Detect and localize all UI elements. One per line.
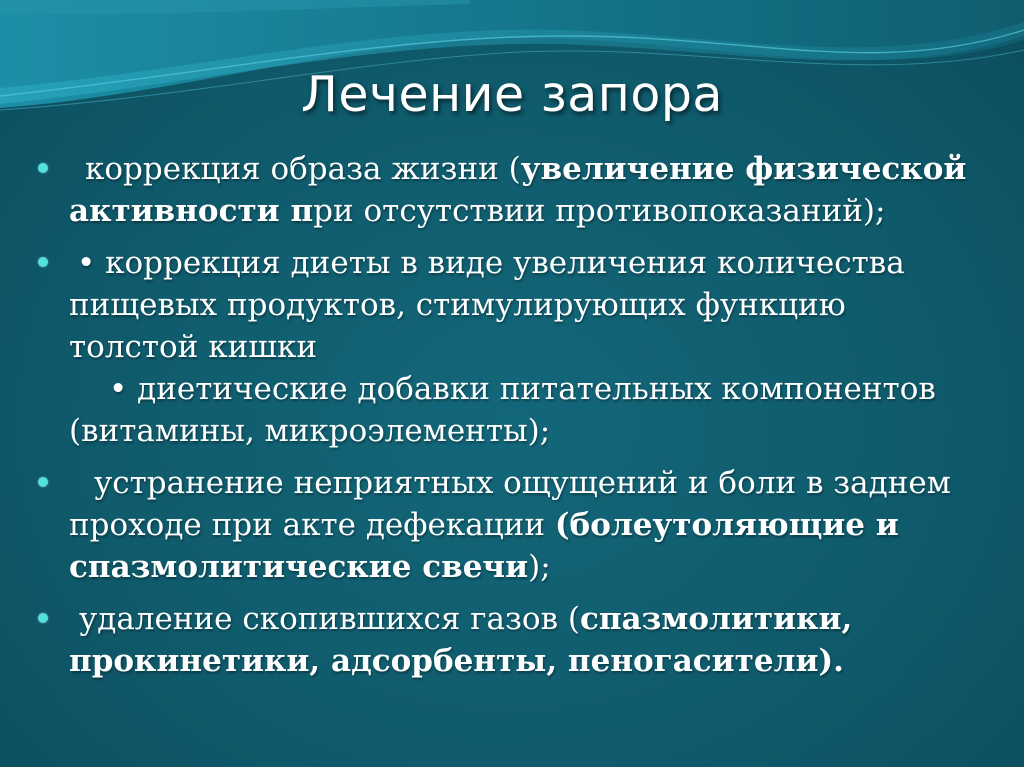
item-text: (витамины, микроэлементы); bbox=[69, 413, 551, 449]
list-item bbox=[38, 242, 988, 452]
item-text: толстой кишки bbox=[69, 329, 318, 365]
item-text: устранение неприятных ощущений и боли в заднем bbox=[94, 465, 951, 501]
item-text-bold: спазмолитики, bbox=[579, 601, 853, 637]
item-line bbox=[69, 598, 988, 640]
item-text-bold: прокинетики, адсорбенты, пеногасители). bbox=[69, 643, 844, 679]
item-line bbox=[69, 546, 988, 588]
bullet-dot-icon bbox=[38, 613, 48, 623]
item-text: удаление скопившихся газов ( bbox=[79, 601, 580, 637]
item-text-bold: (болеутоляющие и bbox=[554, 507, 899, 543]
item-text: • коррекция диеты в виде увеличения количества bbox=[77, 245, 905, 281]
bullet-dot-icon bbox=[38, 257, 48, 267]
bullet-list bbox=[38, 148, 988, 692]
item-text: ); bbox=[528, 549, 551, 585]
item-text-bold: спазмолитические свечи bbox=[69, 549, 529, 585]
bullet-dot-icon bbox=[38, 477, 48, 487]
item-text: проходе при акте дефекации bbox=[69, 507, 555, 543]
item-line bbox=[69, 504, 988, 546]
item-line bbox=[69, 640, 988, 682]
item-text: ри отсутствии противопоказаний); bbox=[313, 193, 886, 229]
item-line bbox=[69, 148, 988, 190]
bullet-dot-icon bbox=[38, 163, 48, 173]
list-item bbox=[38, 148, 988, 232]
list-item bbox=[38, 598, 988, 682]
slide-title: Лечение запора bbox=[301, 66, 723, 123]
item-text: пищевых продуктов, стимулирующих функцию bbox=[69, 287, 846, 323]
item-text-bold: увеличение физической bbox=[520, 151, 967, 187]
list-item bbox=[38, 462, 988, 588]
item-text: • диетические добавки питательных компонентов bbox=[109, 371, 936, 407]
item-line bbox=[69, 190, 988, 232]
item-text-bold: активности п bbox=[69, 193, 314, 229]
item-text: коррекция образа жизни ( bbox=[85, 151, 521, 187]
